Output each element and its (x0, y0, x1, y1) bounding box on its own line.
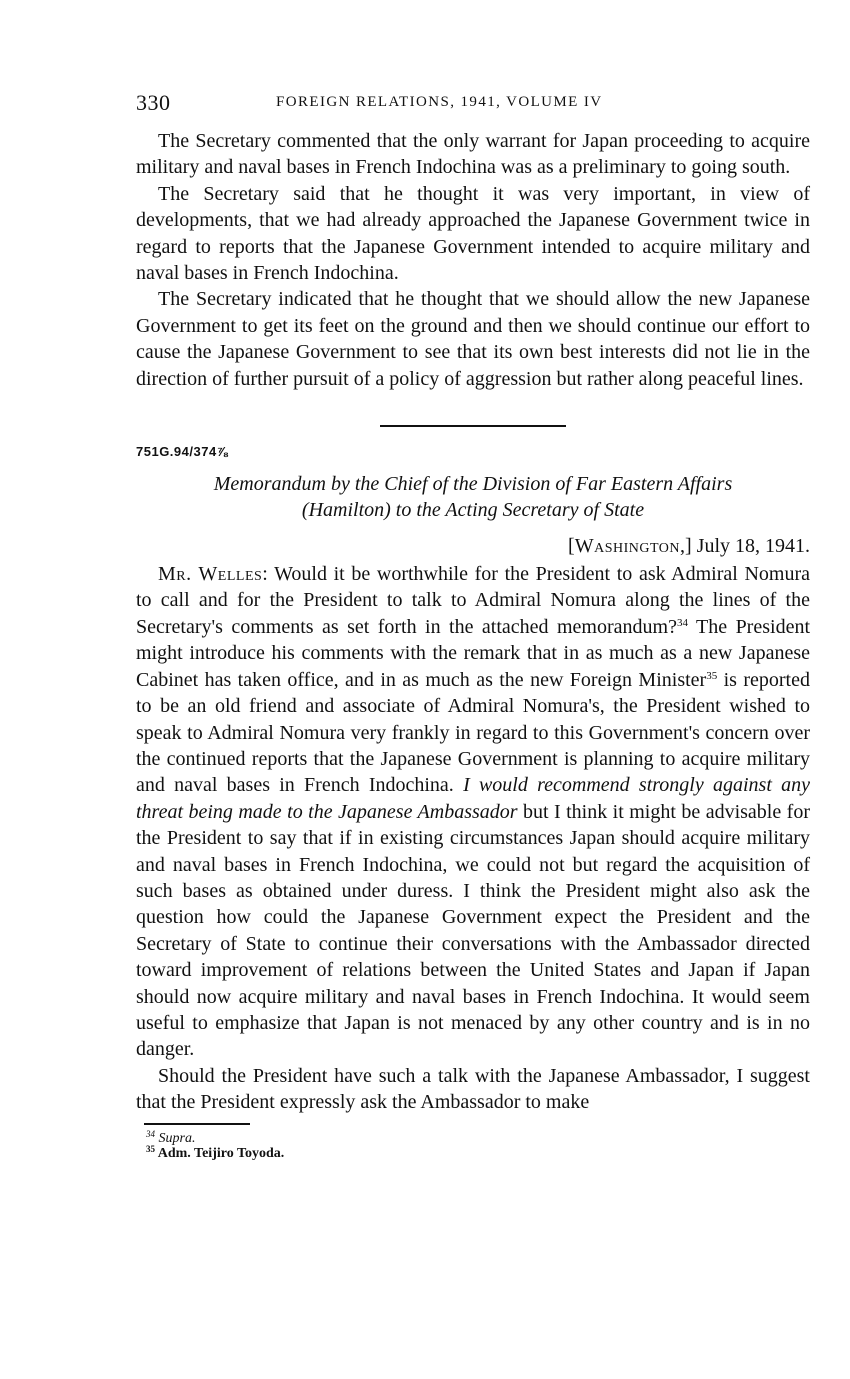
memo-paragraph: Should the President have such a talk with the Japanese Ambassador, I suggest that the President expressly ask the Ambassador to make (136, 1064, 810, 1114)
section-divider (380, 425, 566, 427)
document-title-line: Memorandum by the Chief of the Division of Far Eastern Affairs (213, 473, 733, 496)
paragraph: The Secretary indicated that he thought that we should allow the new Japanese Government to get its feet on the ground and then we should continue our effort to cause the Japanese Government to see that its own best interests did not lie in the direction of further pursuit of a policy of aggression but rather along peaceful lines. (136, 288, 810, 390)
body-text: but I think it might be advisable for the President to say that if in existing circumstances Japan should acquire military and naval bases in French Indochina, we could not but regard the acquisition of such bases as obtained under duress. I think the President might also ask the question how could the Japanese Government expect the President and the Secretary of State to continue their conversations with the Ambassador directed toward improvement of relations between the United States and Japan if Japan should now acquire military and naval bases in French Indochina. It would seem useful to emphasize that Japan is not menaced by any other country and is in no danger. (136, 800, 810, 1061)
document-title-line: (Hamilton) to the Acting Secretary of State (301, 499, 645, 522)
paragraph: The Secretary said that he thought it was very important, in view of developments, that we had already approached the Japanese Government twice in regard to reports that the Japanese Government intended to acquire military and naval bases in French Indochina. (136, 182, 810, 285)
page-number: 330 (136, 90, 171, 115)
document-title (136, 471, 810, 523)
footnote-text: Supra. (158, 1130, 196, 1146)
footnote (146, 1128, 810, 1146)
footnote-marker: 34 (146, 1128, 155, 1139)
document-page (136, 88, 810, 1161)
dateline-date: ,] July 18, 1941. (680, 535, 810, 558)
footnotes (146, 1128, 810, 1161)
running-header (136, 88, 810, 120)
dateline-bracket: [ (568, 535, 575, 558)
paragraph: The Secretary commented that the only warrant for Japan proceeding to acquire military and naval bases in French Indochina was as a preliminary to going south. (136, 130, 810, 179)
salutation: Mr. Welles (158, 563, 263, 586)
running-title: FOREIGN RELATIONS, 1941, VOLUME IV (276, 94, 603, 110)
body-text: The President might introduce his comments with the remark that in as much as a new Japanese Cabinet has taken office, and in as much as the new Foreign Minister (136, 615, 810, 691)
footnote-rule (144, 1123, 250, 1125)
body-text: is reported to be an old friend and associate of Admiral Nomura's, the President wished to speak to Admiral Nomura very frankly in regard to this Government's concern over the continued reports that the Japanese Government is planning to acquire military and naval bases in French Indochina. (136, 668, 810, 797)
dateline (136, 533, 810, 559)
file-number: 751G.94/374⅞ (136, 444, 229, 460)
dateline-place: Washington (574, 535, 680, 558)
footnote-reference: 35 (706, 669, 718, 682)
footnote (146, 1143, 810, 1161)
footnote-text: Adm. Teijiro Toyoda. (157, 1145, 285, 1161)
memo-paragraph (136, 561, 810, 1063)
footnote-reference: 34 (676, 616, 688, 629)
footnote-marker: 35 (146, 1143, 155, 1154)
body-text: : Would it be worthwhile for the President to ask Admiral Nomura to call and for the President to talk to Admiral Nomura along the lines of the Secretary's comments as set forth in the attached memorandum? (136, 563, 810, 638)
emphasized-text: I would recommend strongly against any threat being made to the Japanese Ambassador (136, 774, 811, 823)
